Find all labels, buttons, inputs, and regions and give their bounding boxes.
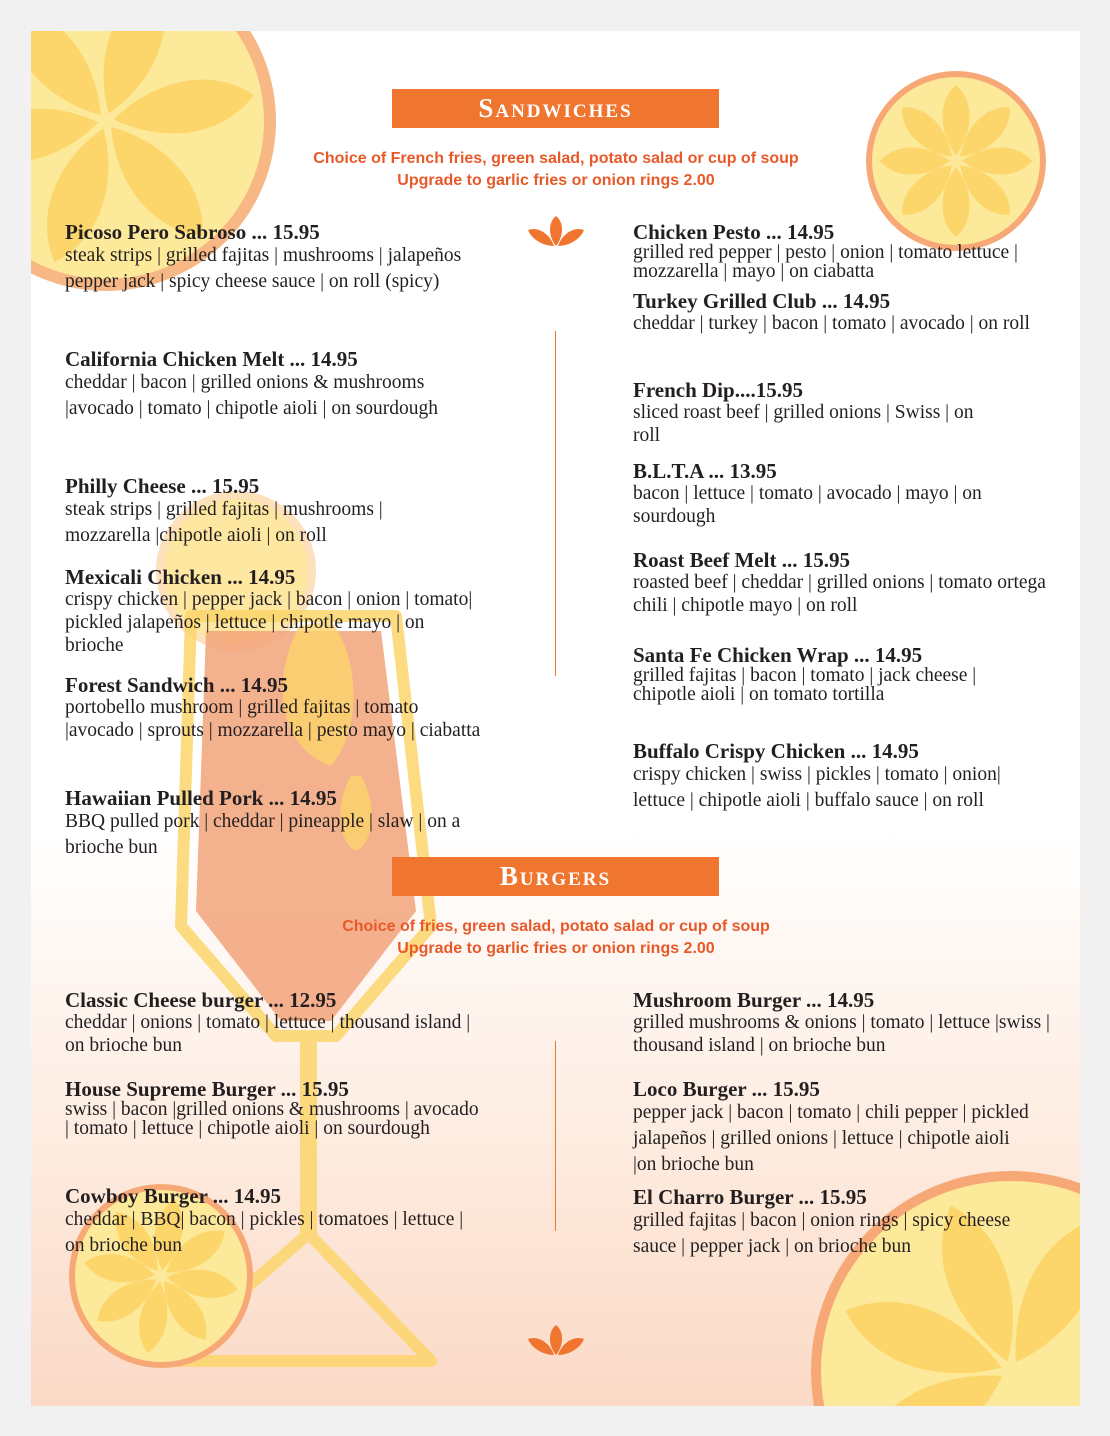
menu-item (65, 348, 485, 422)
item-description: bacon | lettuce | tomato | avocado | mayo | on sourdough (633, 483, 982, 527)
item-name: Mushroom Burger ... 14.95 (633, 988, 875, 1012)
sandwiches-sides-line: Choice of French fries, green salad, potato salad or cup of soup (313, 150, 799, 167)
item-name: House Supreme Burger ... 15.95 (65, 1077, 349, 1101)
burgers-sides-line: Choice of fries, green salad, potato salad or cup of soup (342, 918, 770, 935)
menu-item (65, 989, 485, 1057)
item-name: Buffalo Crispy Chicken ... 14.95 (633, 739, 919, 763)
menu-item (65, 674, 485, 742)
item-description: BBQ pulled pork | cheddar | pineapple | slaw | on a brioche bun (65, 811, 461, 858)
item-description: crispy chicken | pepper jack | bacon | onion | tomato| pickled jalapeños | lettuce | chipotle mayo | on brioche (65, 589, 473, 656)
item-name: California Chicken Melt ... 14.95 (65, 347, 358, 371)
item-description: steak strips | grilled fajitas | mushrooms | jalapeños pepper jack | spicy cheese sauce | on roll (spicy) (65, 245, 462, 292)
menu-item (633, 460, 1023, 528)
item-description: grilled fajitas | bacon | tomato | jack cheese | chipotle aioli | on tomato tortilla (633, 665, 977, 705)
column-divider (555, 331, 556, 676)
item-description: cheddar | onions | tomato | lettuce | thousand island | on brioche bun (65, 1012, 471, 1056)
burgers-upgrade-line: Upgrade to garlic fries or onion rings 2.00 (397, 940, 715, 957)
item-name: Turkey Grilled Club ... 14.95 (633, 289, 891, 313)
item-description: sliced roast beef | grilled onions | Swiss | on roll (633, 402, 974, 446)
menu-item (633, 221, 1023, 281)
item-name: Chicken Pesto ... 14.95 (633, 220, 835, 244)
item-name: Santa Fe Chicken Wrap ... 14.95 (633, 643, 923, 667)
item-name: Hawaiian Pulled Pork ... 14.95 (65, 786, 337, 810)
menu-item (633, 549, 1053, 617)
menu-page (31, 31, 1080, 1406)
section-heading-sandwiches: Sandwiches (392, 89, 719, 128)
sandwiches-upgrade-line: Upgrade to garlic fries or onion rings 2.00 (397, 172, 715, 189)
item-name: Roast Beef Melt ... 15.95 (633, 548, 850, 572)
menu-item (65, 1185, 475, 1259)
item-description: grilled mushrooms & onions | tomato | lettuce |swiss | thousand island | on brioche bun (633, 1012, 1050, 1056)
item-name: Mexicali Chicken ... 14.95 (65, 565, 296, 589)
menu-item (65, 475, 445, 549)
item-description: crispy chicken | swiss | pickles | tomato | onion| lettuce | chipotle aioli | buffalo sauce | on roll (633, 764, 1001, 811)
item-name: Loco Burger ... 15.95 (633, 1077, 820, 1101)
item-name: B.L.T.A ... 13.95 (633, 459, 777, 483)
column-divider (555, 1041, 556, 1231)
item-name: French Dip....15.95 (633, 378, 803, 402)
item-description: cheddar | turkey | bacon | tomato | avocado | on roll (633, 313, 1030, 334)
menu-item (633, 379, 1003, 447)
item-description: grilled red pepper | pesto | onion | tomato lettuce | mozzarella | mayo | on ciabatta (633, 242, 1018, 282)
item-name: Cowboy Burger ... 14.95 (65, 1184, 282, 1208)
item-name: Philly Cheese ... 15.95 (65, 474, 260, 498)
menu-item (633, 989, 1053, 1057)
menu-item (633, 1186, 1033, 1260)
menu-item (633, 644, 1033, 704)
menu-item (633, 290, 1043, 335)
item-description: portobello mushroom | grilled fajitas | tomato |avocado | sprouts | mozzarella | pesto mayo | ciabatta (65, 697, 481, 741)
item-description: cheddar | BBQ| bacon | pickles | tomatoes | lettuce | on brioche bun (65, 1209, 464, 1256)
item-description: pepper jack | bacon | tomato | chili pepper | pickled jalapeños | grilled onions | lettuce | chipotle aioli |on brioche bun (633, 1102, 1029, 1175)
section-heading-burgers: Burgers (392, 857, 719, 896)
item-description: grilled fajitas | bacon | onion rings | spicy cheese sauce | pepper jack | on brioche bun (633, 1210, 1011, 1257)
item-description: roasted beef | cheddar | grilled onions | tomato ortega chili | chipotle mayo | on roll (633, 572, 1046, 616)
menu-item (65, 566, 475, 657)
menu-item (65, 787, 485, 861)
menu-item (65, 221, 475, 295)
item-name: Picoso Pero Sabroso ... 15.95 (65, 220, 320, 244)
menu-item (633, 740, 1043, 814)
menu-item (65, 1078, 485, 1138)
item-description: steak strips | grilled fajitas | mushrooms | mozzarella |chipotle aioli | on roll (65, 499, 383, 546)
item-name: Classic Cheese burger ... 12.95 (65, 988, 337, 1012)
item-name: Forest Sandwich ... 14.95 (65, 673, 289, 697)
menu-item (633, 1078, 1033, 1178)
item-description: swiss | bacon |grilled onions & mushrooms | avocado | tomato | lettuce | chipotle aioli | on sourdough (65, 1099, 479, 1139)
item-description: cheddar | bacon | grilled onions & mushrooms |avocado | tomato | chipotle aioli | on sourdough (65, 372, 439, 419)
leaf-ornament-icon (528, 216, 584, 248)
leaf-ornament-icon (528, 1325, 584, 1357)
item-name: El Charro Burger ... 15.95 (633, 1185, 867, 1209)
